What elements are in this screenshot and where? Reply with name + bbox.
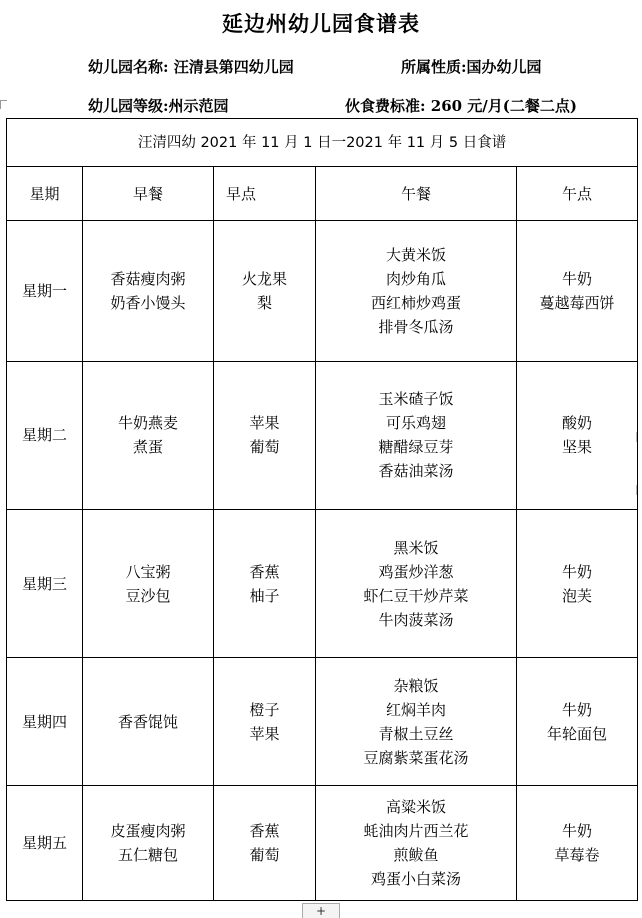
lunch-cell [316, 658, 517, 786]
menu-item: 香菇瘦肉粥 [110, 269, 186, 288]
menu-item: 排骨冬瓜汤 [378, 317, 454, 336]
menu-item: 牛奶 [562, 269, 593, 288]
menu-item: 牛奶 [562, 562, 593, 581]
breakfast-cell [83, 786, 214, 901]
morning-snack-cell [214, 786, 316, 901]
menu-item: 牛奶 [562, 822, 593, 841]
morning-snack-cell [214, 220, 316, 361]
breakfast-cell [83, 220, 214, 361]
menu-item: 鸡蛋小白菜汤 [370, 870, 461, 889]
menu-item: 黑米饭 [393, 538, 439, 557]
menu-item: 豆沙包 [125, 586, 171, 605]
day-cell: 星期四 [7, 658, 83, 786]
lunch-cell [316, 361, 517, 509]
morning-snack-cell [214, 361, 316, 509]
menu-item: 牛奶燕麦 [117, 414, 178, 433]
day-cell: 星期五 [7, 786, 83, 901]
menu-item: 酸奶 [562, 414, 593, 433]
day-cell: 星期三 [7, 509, 83, 657]
lunch-cell [316, 786, 517, 901]
menu-item: 可乐鸡翅 [385, 414, 446, 433]
table-move-handle[interactable] [0, 100, 7, 109]
menu-item: 五仁糖包 [117, 846, 178, 865]
menu-item: 葡萄 [249, 438, 280, 457]
menu-item: 杂粮饭 [393, 676, 439, 695]
menu-item: 玉米碴子饭 [378, 390, 454, 409]
menu-item: 八宝粥 [125, 562, 171, 581]
menu-item: 泡芙 [562, 586, 593, 605]
header-afternoon-snack: 午点 [517, 167, 638, 220]
menu-item: 红焖羊肉 [385, 700, 446, 719]
lunch-cell [316, 509, 517, 657]
menu-item: 牛奶 [562, 700, 593, 719]
day-cell: 星期二 [7, 361, 83, 509]
table-row [7, 786, 638, 901]
menu-item: 牛肉菠菜汤 [378, 610, 454, 629]
afternoon-snack-cell [517, 361, 638, 509]
menu-table [6, 118, 638, 901]
header-lunch: 午餐 [316, 167, 517, 220]
menu-item: 煮蛋 [132, 438, 163, 457]
breakfast-cell [83, 658, 214, 786]
menu-item: 香香馄饨 [117, 712, 178, 731]
morning-snack-cell [214, 509, 316, 657]
menu-item: 苹果 [249, 414, 280, 433]
menu-item: 西红柿炒鸡蛋 [370, 293, 461, 312]
menu-item: 奶香小馒头 [110, 293, 186, 312]
afternoon-snack-cell [517, 220, 638, 361]
fee-standard: 伙食费标准: 260 元/月(二餐二点) [345, 97, 577, 115]
afternoon-snack-cell [517, 786, 638, 901]
breakfast-cell [83, 361, 214, 509]
table-row [7, 658, 638, 786]
ownership-type: 所属性质:国办幼儿园 [401, 58, 542, 76]
breakfast-cell [83, 509, 214, 657]
menu-item: 香蕉 [249, 562, 280, 581]
afternoon-snack-cell [517, 658, 638, 786]
menu-item: 蚝油肉片西兰花 [363, 822, 469, 841]
menu-item: 大黄米饭 [385, 245, 446, 264]
menu-item: 坚果 [562, 438, 593, 457]
menu-item: 柚子 [249, 586, 280, 605]
menu-item: 梨 [256, 293, 272, 312]
menu-item: 苹果 [249, 724, 280, 743]
menu-item: 煎鲅鱼 [393, 846, 439, 865]
morning-snack-cell [214, 658, 316, 786]
menu-item: 皮蛋瘦肉粥 [110, 822, 186, 841]
table-caption: 汪清四幼 2021 年 11 月 1 日一2021 年 11 月 5 日食谱 [7, 119, 638, 167]
table-row [7, 509, 638, 657]
menu-item: 虾仁豆干炒芹菜 [363, 586, 469, 605]
menu-item: 火龙果 [241, 269, 287, 288]
kindergarten-name: 幼儿园名称: 汪清县第四幼儿园 [88, 58, 294, 76]
menu-item: 葡萄 [249, 846, 280, 865]
table-row [7, 220, 638, 361]
menu-item: 鸡蛋炒洋葱 [378, 562, 454, 581]
add-row-button[interactable]: + [302, 903, 340, 918]
menu-item: 豆腐紫菜蛋花汤 [363, 748, 469, 767]
document-title: 延边州幼儿园食谱表 [222, 11, 420, 36]
menu-item: 香蕉 [249, 822, 280, 841]
table-row [7, 361, 638, 509]
menu-item: 高粱米饭 [385, 798, 446, 817]
header-morning-snack: 早点 [214, 167, 316, 220]
lunch-cell [316, 220, 517, 361]
table-header-row [7, 167, 638, 220]
menu-item: 香菇油菜汤 [378, 462, 454, 481]
afternoon-snack-cell [517, 509, 638, 657]
menu-item: 橙子 [249, 700, 280, 719]
menu-item: 年轮面包 [547, 724, 608, 743]
day-cell: 星期一 [7, 220, 83, 361]
menu-item: 肉炒角瓜 [385, 269, 446, 288]
kindergarten-grade: 幼儿园等级:州示范园 [88, 97, 229, 115]
menu-item: 青椒土豆丝 [378, 724, 454, 743]
header-breakfast: 早餐 [83, 167, 214, 220]
menu-item: 蔓越莓西饼 [539, 293, 615, 312]
menu-item: 草莓卷 [554, 846, 600, 865]
menu-item: 糖醋绿豆芽 [378, 438, 454, 457]
header-day: 星期 [7, 167, 83, 220]
